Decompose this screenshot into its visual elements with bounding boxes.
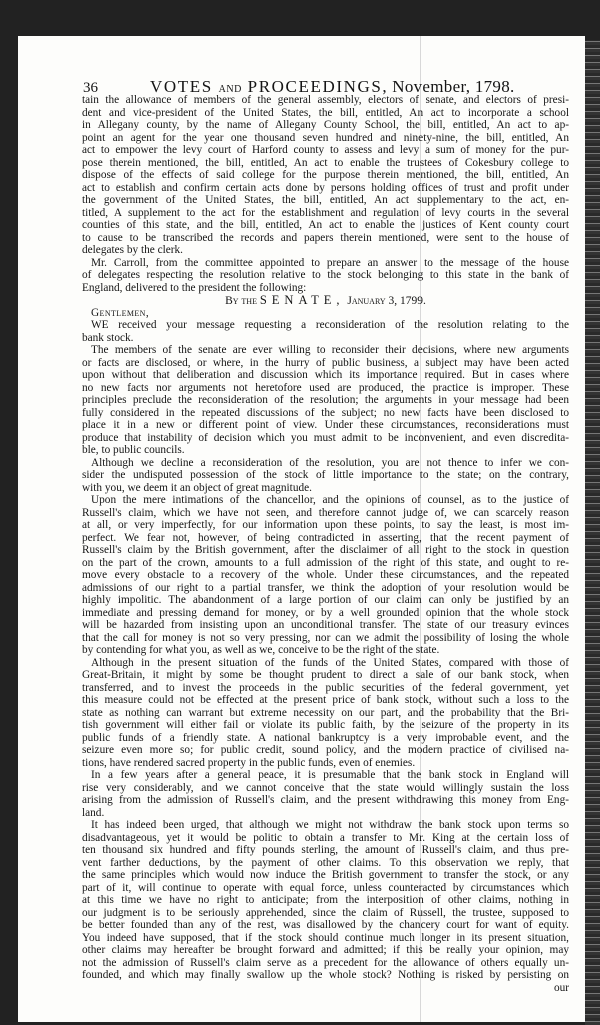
text-line: vent farther deductions, by the payment of other claims. To this observation we reply, that	[82, 856, 569, 869]
text-line: the government of the United States, the bill, entitled, An act supplementary to the act, en-	[82, 194, 569, 206]
text-line: bank stock.	[82, 331, 134, 344]
salutation: Gentlemen,	[91, 306, 150, 319]
text-line: disadvantageous, yet it would be politic to obtain a transfer to Mr. King at the certain loss of	[82, 831, 569, 844]
dateline-senate: SENATE,	[259, 293, 345, 307]
text-line: not the admission of Russell's claim serve as a precedent for the allowance of others equally un-	[82, 956, 569, 969]
text-line: tain the allowance of members of the general assembly, electors of senate, and electors of presi-	[82, 94, 569, 106]
text-line: part of it, will continue to operate with equal force, unless counteracted by circumstances which	[82, 881, 569, 894]
paragraph	[82, 457, 569, 495]
text-line: WE received your message requesting a reconsideration of the resolution relating to the	[91, 319, 569, 331]
text-line: The members of the senate are ever willing to reconsider their decisions, where new arguments	[91, 344, 569, 356]
text-line: of delegates respecting the resolution relative to the stock belonging to this state in the bank of	[82, 269, 569, 281]
text-line: act to establish and confirm certain acts done by persons holding offices of trust and profit under	[82, 181, 569, 194]
text-line: principles preclude the reconsideration of the resolution; the arguments in your message had been	[82, 394, 569, 406]
text-line: place it in a new or different point of view. Under these circumstances, reconsiderations must	[82, 419, 569, 431]
text-line: move every obstacle to a recovery of the whole. Under these circumstances, and the repeated	[82, 569, 569, 581]
paragraph	[82, 319, 569, 344]
text-line: in Allegany county, by the name of Allegany County School, the bill, entitled, An act to ap-	[82, 119, 569, 131]
text-line: immediate and pressing demand for money, or by a well grounded opinion that the whole stock	[82, 606, 569, 619]
text-line: Great-Britain, it might by some be thought prudent to direct a sale of our bank stock, when	[82, 669, 569, 681]
text-line: state as nothing can warrant but extreme necessity on our part, and the probability that the Bri-	[82, 706, 569, 719]
text-line: be better founded than any of the rest, was disallowed by the chancery court for want of equity.	[82, 919, 569, 931]
paragraph	[82, 94, 569, 257]
text-line: sider the undisputed possession of the stock of little importance to the state; on the contrary,	[82, 469, 569, 481]
text-line: Upon the mere intimations of the chancellor, and the opinions of counsel, as to the justice of	[91, 494, 569, 506]
text-line: Russell's claim, which we have not seen, and therefore cannot judge of, we can scarcely reason	[82, 506, 569, 519]
text-line: no new facts nor arguments not heretofore used are produced, the practice is improper. These	[82, 381, 569, 394]
text-line: at all, or very imperfectly, for our information upon these points, to say the least, is most im-	[82, 519, 569, 531]
text-line: Although we decline a reconsideration of the resolution, you are not thence to infer we con-	[91, 456, 569, 469]
dateline	[82, 294, 569, 307]
paragraph	[82, 769, 569, 819]
text-line: Mr. Carroll, from the committee appointed to prepare an answer to the message of the house	[91, 256, 569, 269]
text-line: pose therein mentioned, the bill, entitled, An act to enable the trustees of Cokesbury college to	[82, 156, 569, 169]
text-line: ble, to public councils.	[82, 444, 185, 456]
text-line: with you, we deem it an object of great magnitude.	[82, 481, 312, 494]
text-line: You indeed have supposed, that if the stock should continue much longer in its present situation,	[82, 931, 569, 944]
text-line: delegates by the clerk.	[82, 244, 183, 256]
text-line: by contending for what you, as well as we, conceive to be the right of the state.	[82, 644, 440, 656]
text-line: public funds of a friendly state. A national bankruptcy is a very improbable event, and the	[82, 731, 569, 744]
text-line: founded, and which may finally swallow up the whole stock? Nothing is risked by persisting on	[82, 969, 569, 981]
title-proceedings: PROCEEDINGS,	[247, 77, 389, 96]
text-line: admissions of our right to a partial transfer, we think the adoption of your resolution would be	[82, 581, 569, 594]
text-line: on the part of the crown, amounts to a full admission of the right of this state, and ought to re-	[82, 556, 569, 569]
paragraph	[82, 657, 569, 770]
text-line: produce that instability of decision which you must admit to be inconvenient, and even discredita-	[82, 431, 569, 444]
text-line: dent and vice-president of the United States, the bill, entitled, An act to incorporate a school	[82, 106, 569, 119]
scan-edge	[585, 40, 600, 1025]
dateline-date: January 3, 1799.	[347, 295, 426, 307]
page-number: 36	[83, 80, 98, 96]
text-line: titled, A supplement to the act for the establishment and regulation of levy courts in the several	[82, 206, 569, 219]
text-line: highly impolitic. The abandonment of a large portion of our claim can only be justified by an	[82, 594, 569, 606]
title-date: November, 1798.	[392, 77, 515, 96]
text-line: dispose of the effects of said college for the purpose therein mentioned, the bill, entitled, An	[82, 169, 569, 181]
text-line: that the call for money is not so very pressing, nor can we admit the possibility of losing the whole	[82, 631, 569, 644]
catchword: our	[553, 981, 569, 994]
text-line: the same principles which would now induce the British government to transfer the stock, or any	[82, 869, 569, 881]
paragraph	[82, 257, 569, 295]
paragraph	[82, 819, 569, 982]
text-line: will be hazarded from insisting upon an unconditional transfer. The state of our treasury evinces	[82, 619, 569, 631]
text-line: tish government will either fail or violate its public faith, by the seizure of the property in its	[82, 719, 569, 731]
text-line: ten thousand six hundred and fifty pounds sterling, the amount of Russell's claim, and thus pre-	[82, 844, 569, 856]
text-line: rise very considerably, and we cannot conceive that the state would willingly sustain the loss	[82, 781, 569, 794]
text-line: In a few years after a general peace, it is presumable that the bank stock in England will	[91, 769, 569, 781]
text-line: Russell's claim by the British government, after the disclaimer of all right to the stock in question	[82, 544, 569, 556]
title-and: AND	[218, 84, 242, 95]
text-line: arising from the admission of Russell's claim, and the present withdrawing this money from Eng-	[82, 794, 569, 806]
text-line: Although in the present situation of the funds of the United States, compared with those of	[91, 656, 569, 669]
text-line: other claims may hereafter be brought forward and admitted; if this be really your opinion, may	[82, 944, 569, 956]
paragraph	[82, 494, 569, 657]
text-line: or facts are disclosed, or where, in the hurry of public business, a subject may have been acted	[82, 356, 569, 369]
body-text	[82, 94, 569, 994]
paragraphs-after-salutation	[82, 319, 569, 982]
text-line: seizure even more so; for public credit, sound policy, and the modern practice of civilised na-	[82, 744, 569, 756]
text-line: fully considered in the repeated discussions of the subject; no new facts have been disclosed to	[82, 406, 569, 419]
text-line: our judgment is to be seriously apprehended, since the claim of Russell, the trustee, supposed to	[82, 906, 569, 919]
text-line: It has indeed been urged, that although we might not withdraw the bank stock upon terms so	[91, 819, 569, 831]
text-line: upon without that deliberation and discussion which its importance required. But in cases where	[82, 369, 569, 381]
text-line: England, delivered to the president the following:	[82, 281, 307, 294]
text-line: transferred, and to invest the proceeds in the public securities of the federal government, yet	[82, 681, 569, 694]
text-line: at this time we have no right to anticipate; from the interposition of other claims, nothing in	[82, 894, 569, 906]
title-votes: VOTES	[150, 77, 213, 96]
text-line: act to empower the levy court of Harford county to assess and levy a sum of money for the pur-	[82, 144, 569, 156]
paragraph	[82, 344, 569, 457]
text-line: land.	[82, 806, 105, 819]
paragraphs-before-dateline	[82, 94, 569, 294]
dateline-prefix: By the	[225, 295, 257, 307]
text-line: counties of this state, and the bill, entitled, An act to enable the justices of Kent county court	[82, 219, 569, 231]
text-line: tions, have rendered sacred property in the public funds, even of enemies.	[82, 756, 416, 769]
text-line: to cause to be transcribed the records and papers therein mentioned, were sent to the house of	[82, 231, 569, 244]
text-line: perfect. We fear not, however, of being contradicted in asserting, that the recent payment of	[82, 531, 569, 544]
text-line: this measure could not be effected at the present price of bank stock, without such a loss to the	[82, 694, 569, 706]
text-line: point an agent for the year one thousand seven hundred and ninety-nine, the bill, entitled, An	[82, 131, 569, 144]
